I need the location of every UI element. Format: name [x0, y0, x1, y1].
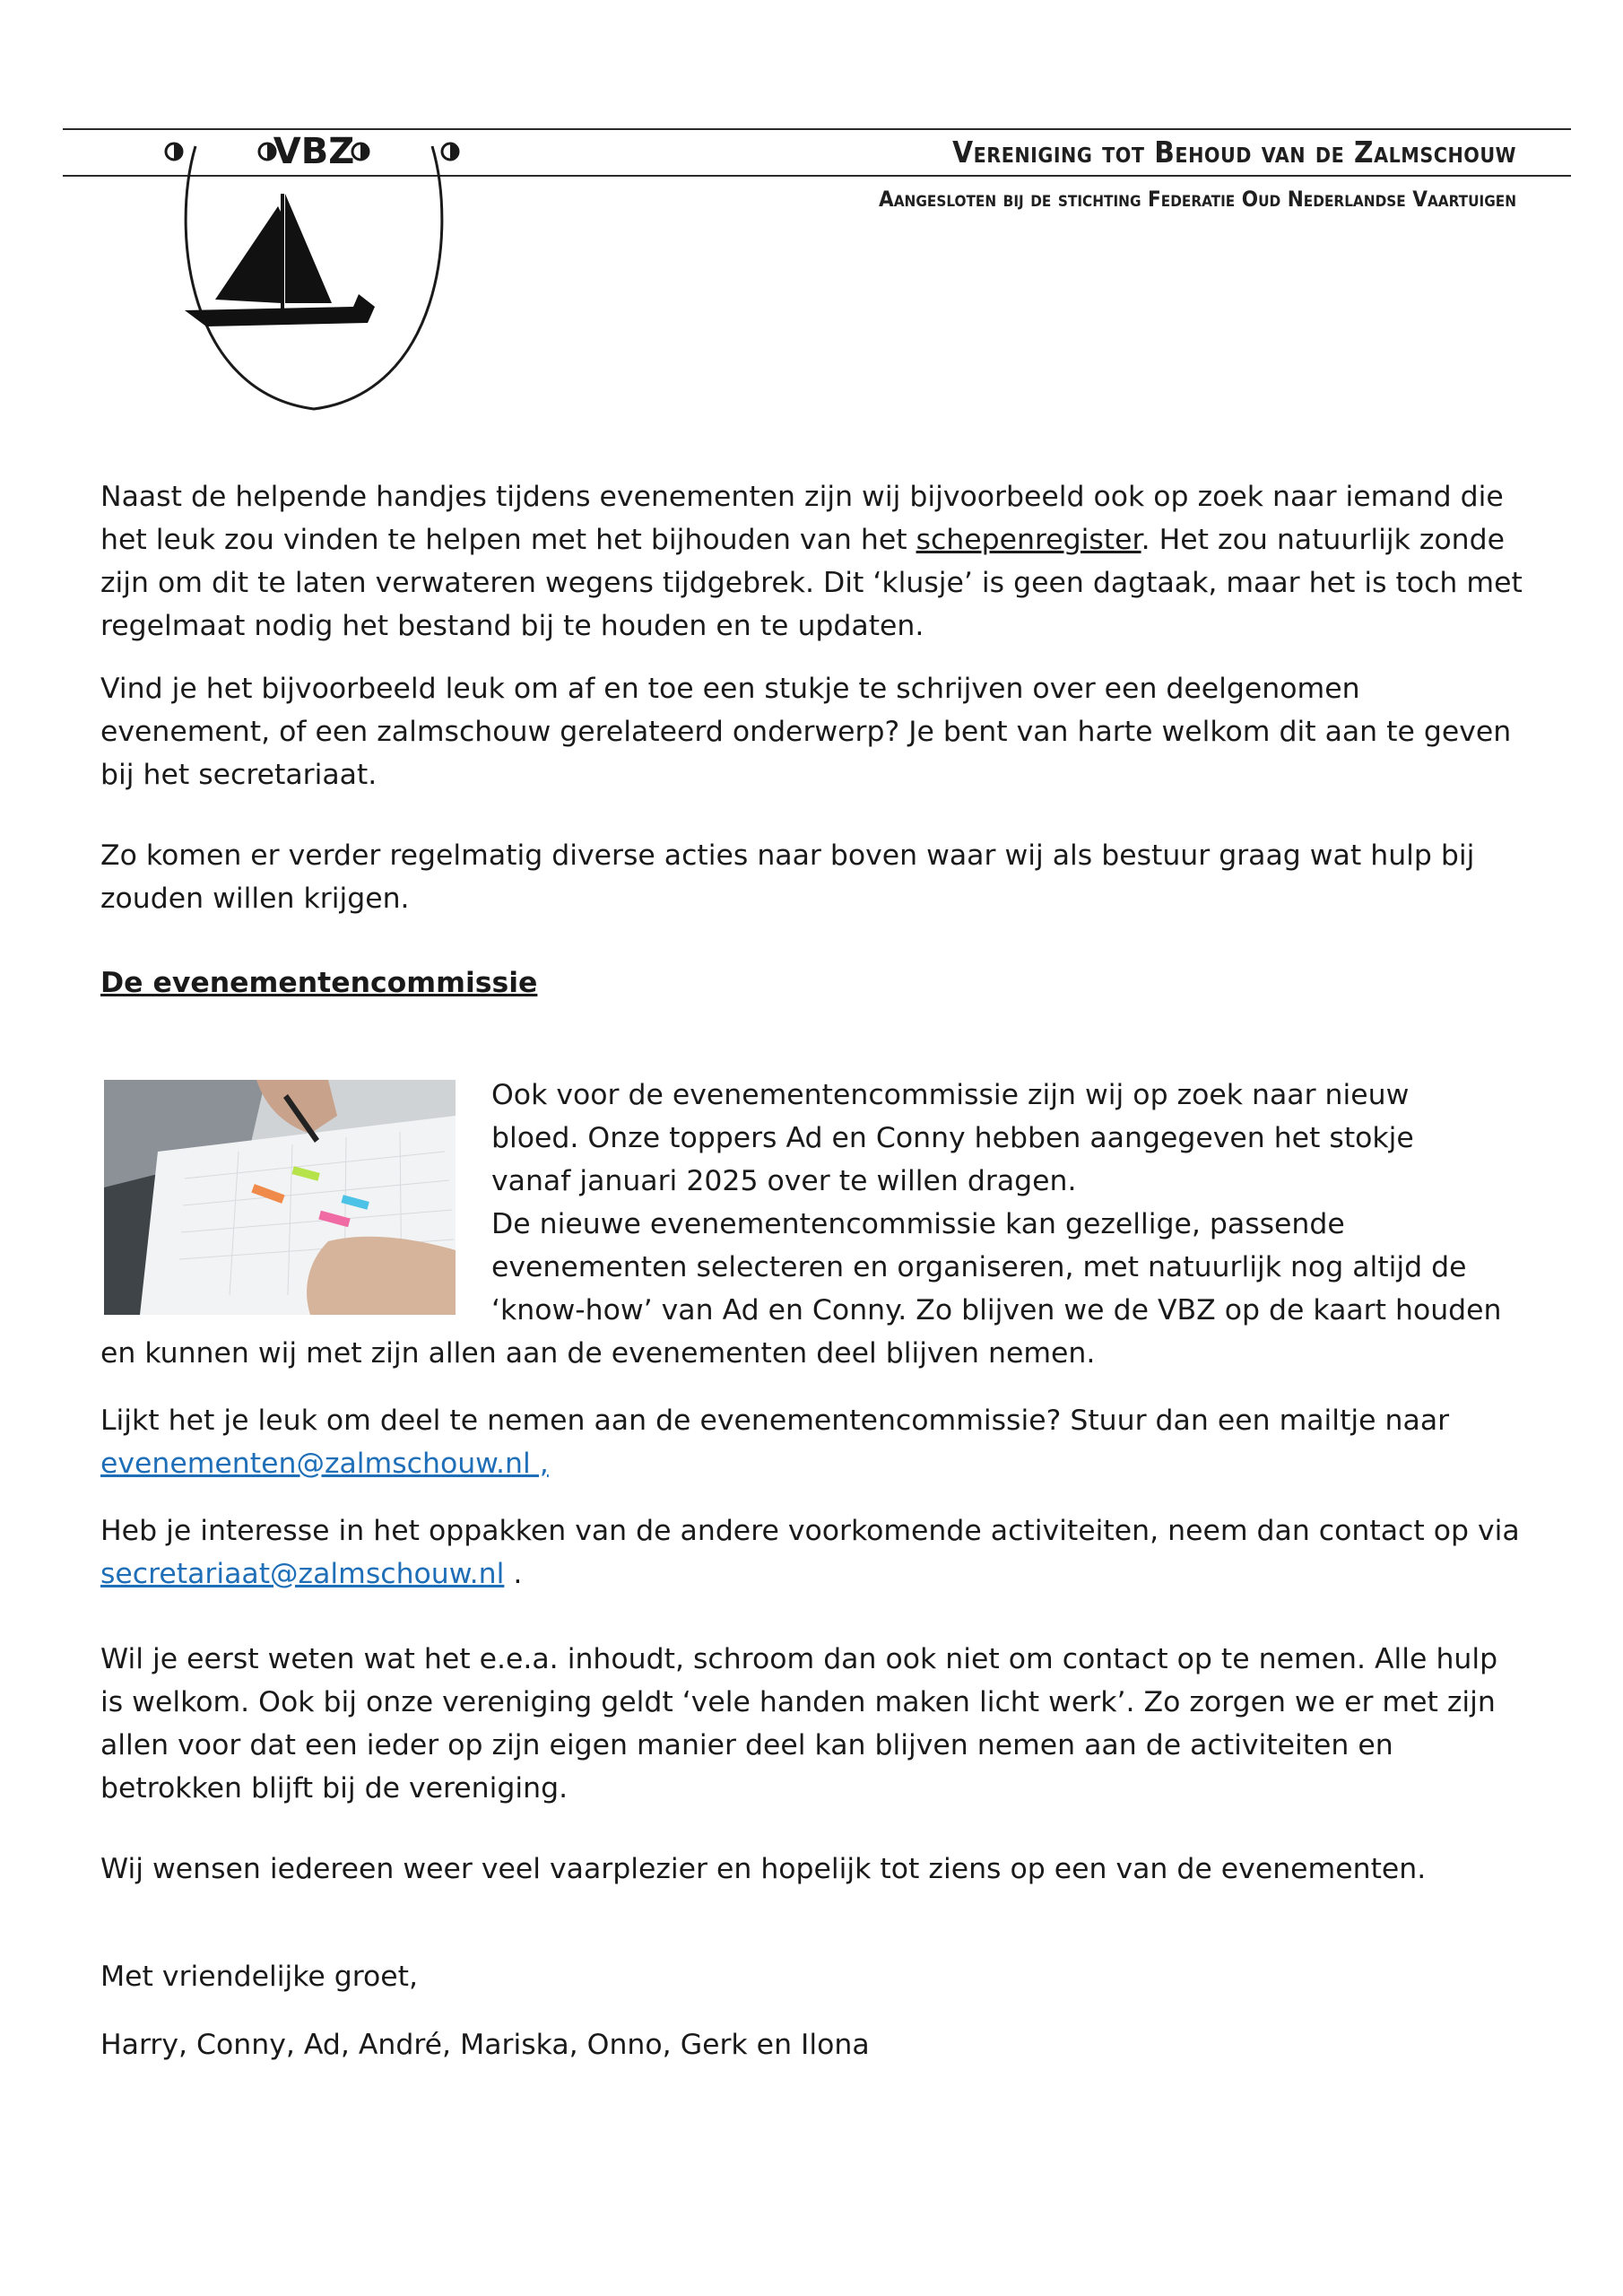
- paragraph-text: Heb je interesse in het oppakken van de andere voorkomende activiteiten, neem dan contact op via: [100, 1515, 1520, 1547]
- closing-line: Met vriendelijke groet,: [100, 1961, 419, 1993]
- logo-text: VBZ: [273, 131, 355, 172]
- paragraph-text: .: [504, 1558, 523, 1590]
- paragraph-schepenregister: [100, 475, 1526, 648]
- paragraph-acties: Zo komen er verder regelmatig diverse acties naar boven waar wij als bestuur graag wat hulp bij zouden willen krijgen.: [100, 839, 1475, 915]
- schepenregister-link[interactable]: schepenregister: [916, 524, 1141, 556]
- signature-names: Harry, Conny, Ad, André, Mariska, Onno, Gerk en Ilona: [100, 2029, 870, 2061]
- paragraph-wensen: Wij wensen iedereen weer veel vaarplezier en hopelijk tot ziens op een van de evenementen.: [100, 1853, 1427, 1885]
- paragraph-text: . Het zou natuurlijk zonde zijn om dit te laten verwateren wegens tijdgebrek. Dit ‘klusje’ is geen dagtaak, maar het is toch met regelmaat nodig het bestand bij te houden en te updaten.: [100, 524, 1523, 642]
- section-heading: De evenementencommissie: [100, 967, 538, 999]
- paragraph-mail-secretariaat: [100, 1509, 1526, 1596]
- side-line: evenementen selecteren en organiseren, met natuurlijk nog altijd de: [491, 1251, 1467, 1283]
- side-line: bloed. Onze toppers Ad en Conny hebben aangegeven het stokje: [491, 1122, 1414, 1154]
- organisation-subtitle: Aangesloten bij de stichting Federatie Oud Nederlandse Vaartuigen: [878, 187, 1516, 212]
- secretariaat-email-link[interactable]: secretariaat@zalmschouw.nl: [100, 1558, 505, 1590]
- side-line: vanaf januari 2025 over te willen dragen.: [491, 1165, 1077, 1197]
- side-line: ‘know-how’ van Ad en Conny. Zo blijven we de VBZ op de kaart houden: [491, 1294, 1502, 1326]
- evenementen-email-link[interactable]: evenementen@zalmschouw.nl ,: [100, 1448, 549, 1480]
- side-line: De nieuwe evenementencommissie kan gezellige, passende: [491, 1208, 1345, 1240]
- paragraph-text: Naast de helpende handjes tijdens evenementen zijn wij bijvoorbeeld ook op zoek naar iemand die het leuk zou vinden te helpen met het bijhouden van het: [100, 481, 1504, 556]
- side-text-continuation: en kunnen wij met zijn allen aan de evenementen deel blijven nemen.: [100, 1337, 1096, 1370]
- paragraph-schrijven: Vind je het bijvoorbeeld leuk om af en toe een stukje te schrijven over een deelgenomen evenement, of een zalmschouw gerelateerd onderwerp? Je bent van harte welkom dit aan te geven bij het secretariaat.: [100, 673, 1512, 791]
- sailboat-icon: [185, 194, 375, 326]
- calendar-photo: [104, 1080, 456, 1315]
- side-line: Ook voor de evenementencommissie zijn wij op zoek naar nieuw: [491, 1079, 1410, 1111]
- vbz-logo: [152, 124, 475, 420]
- paragraph-mail-evenementen: [100, 1399, 1526, 1485]
- paragraph-contact: Wil je eerst weten wat het e.e.a. inhoudt, schroom dan ook niet om contact op te nemen. Alle hulp is welkom. Ook bij onze vereniging geldt ‘vele handen maken licht werk’. Zo zorgen we er met zijn allen voor dat een ieder op zijn eigen manier deel kan blijven nemen aan de activiteiten en betrokken blijft bij de vereniging.: [100, 1643, 1498, 1805]
- paragraph-text: Lijkt het je leuk om deel te nemen aan de evenementencommissie? Stuur dan een mailtje naar: [100, 1405, 1450, 1437]
- organisation-title: Vereniging tot Behoud van de Zalmschouw: [952, 135, 1516, 170]
